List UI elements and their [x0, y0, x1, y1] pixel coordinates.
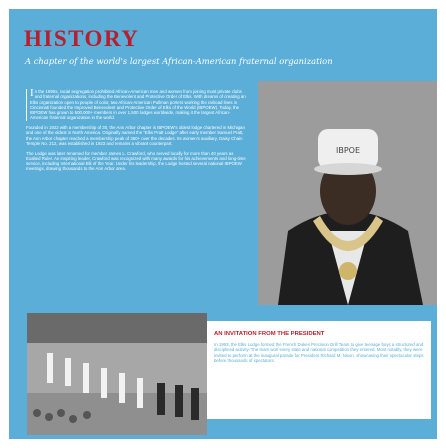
body-paragraph-1 [26, 89, 248, 121]
portrait-illustration [258, 81, 437, 305]
body-paragraph-1-text: n the 1890s, racial segregation prohibited African-American men and women from joining most private clubs and fraternal organizations, including the Benevolent and Protective Order of Elks. With dreams of creating an Elks organization open to people of color, two African-American Pullman porters working the railroad lines in Cincinnati founded the Improved Benevolent and Protective Order of Elks of the World (IBPOEW). Today, the IBPOEW has grown to 500,000+ members in over 1,500 lodges worldwide, making it the largest African-American fraternal organization in the world. [30, 89, 246, 121]
inset-text: In 1963, the Elks Lodge formed the French Dukes Precision Drill Team to give teenage boys a structured and disciplined activity. The team won every state and national competition they entered. Most notably, they were invited to perform at the inaugural parade for President Richard M. Nixon, showcasing their spectacular steps before thousands of spectators. [214, 342, 424, 363]
portrait-photo [258, 81, 437, 305]
inset-title: AN INVITATION FROM THE PRESIDENT [214, 331, 325, 337]
parade-photo [27, 313, 207, 435]
page-title: HISTORY [24, 26, 140, 51]
page-subtitle: A chapter of the world's largest African-American fraternal organization [25, 56, 333, 66]
drop-cap: I [30, 87, 34, 99]
body-paragraph-3: The Lodge was later renamed for member James L. Crawford, who served locally for more than 40 years as Exalted Ruler. An inspiring leader, Crawford was recognized with many awards for his achievements and long-time service, including International Elk of the Year. Under his leadership, the Lodge hosted several national IBPOEW meetings, drawing thousands to the Ann Arbor area. [26, 150, 246, 172]
inset-box [207, 321, 431, 419]
body-text-column [26, 89, 248, 176]
body-paragraph-2: Founded in 1922 with a membership of 30, the Ann Arbor chapter is IBPOEW's oldest lodge chartered in Michigan and one of the oldest in North America. Originally named the "Elks Pratt Lodge" after early member Samuel Pratt, the Ann Arbor chapter reached a membership peak of 350+ over the decades. Its women's auxiliary, Daisy Chain Temple No. 212, was established in 1923 and remains a vibrant counterpart. [26, 125, 245, 146]
fez-lettering: IBPOE [335, 146, 361, 155]
parade-illustration [27, 313, 207, 435]
history-panel [9, 9, 437, 439]
